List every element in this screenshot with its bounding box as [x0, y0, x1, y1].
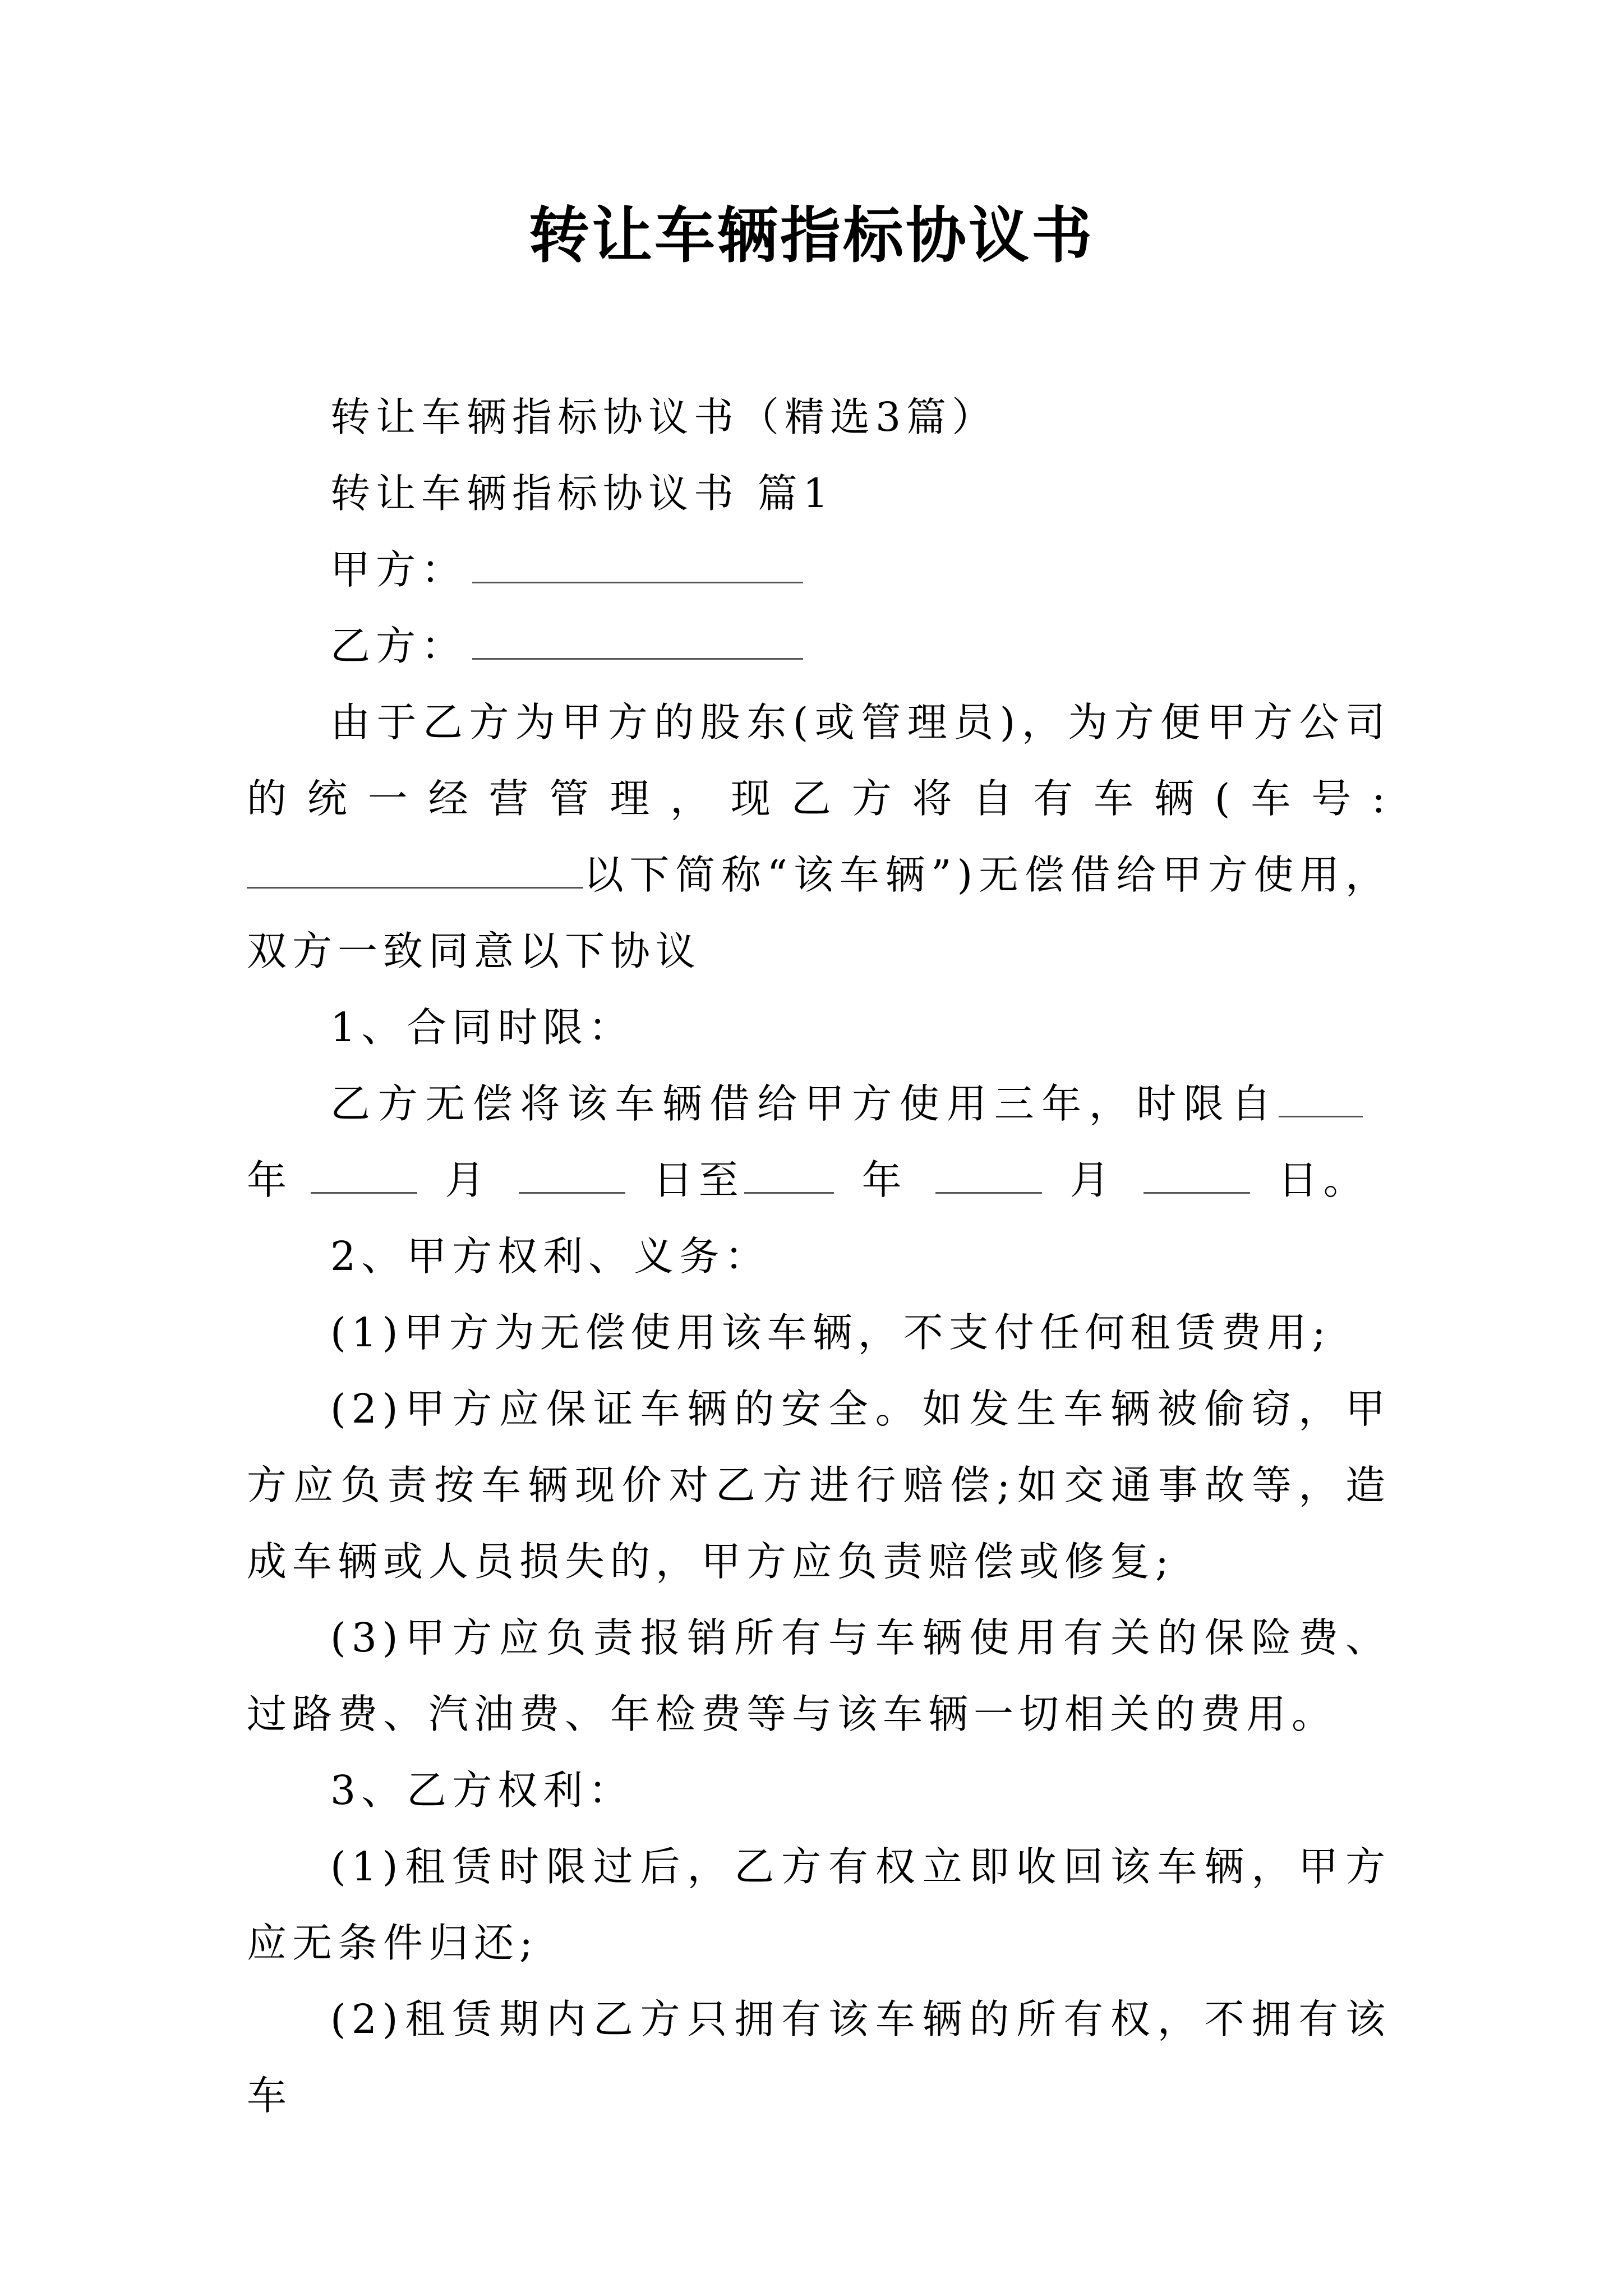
party-a-line [247, 532, 1391, 608]
party-a-blank [472, 548, 803, 583]
clause1-text [247, 1066, 1391, 1218]
party-a-label: 甲方： [330, 546, 467, 593]
clause1-heading: 1、合同时限： [330, 1004, 634, 1051]
vehicle-number-blank [247, 853, 583, 889]
clause2-item3: (3)甲方应负责报销所有与车辆使用有关的保险费、过路费、汽油费、年检费等与该车辆一切相关的费用。 [247, 1614, 1391, 1737]
clause2-heading: 2、甲方权利、义务： [330, 1233, 771, 1280]
subtitle: 转让车辆指标协议书（精选3篇） [330, 394, 998, 440]
document-body [247, 379, 1391, 2134]
intro-text-1: 由于乙方为甲方的股东(或管理员)，为方便甲方公司的统一经营管理，现乙方将自有车辆(车号: [247, 699, 1391, 822]
end-month-unit: 月 [1069, 1157, 1115, 1203]
section-heading: 转让车辆指标协议书 篇1 [330, 470, 834, 517]
clause3-heading: 3、乙方权利： [330, 1767, 634, 1814]
start-year-unit: 年 [247, 1157, 293, 1203]
party-b-line [247, 608, 1391, 684]
party-b-blank [472, 624, 803, 660]
party-b-label: 乙方： [330, 623, 467, 669]
start-month-blank [311, 1158, 417, 1194]
clause3-item1: (1)租赁时限过后，乙方有权立即收回该车辆，甲方应无条件归还; [247, 1843, 1391, 1966]
intro-text-2: 以下简称“该车辆”)无偿借给甲方使用，双方一致同意以下协议 [247, 852, 1391, 974]
end-year-unit: 年 [861, 1157, 907, 1203]
end-year-blank [744, 1158, 834, 1194]
end-month-blank [935, 1158, 1042, 1194]
intro-paragraph [247, 684, 1391, 990]
end-day-blank [1144, 1158, 1250, 1194]
day-end-unit: 日。 [1278, 1157, 1369, 1203]
clause2-item2: (2)甲方应保证车辆的安全。如发生车辆被偷窃，甲方应负责按车辆现价对乙方进行赔偿;如交通事故等，造成车辆或人员损失的，甲方应负责赔偿或修复; [247, 1386, 1391, 1585]
document-title: 转让车辆指标协议书 [528, 200, 1094, 271]
start-year-blank [1279, 1082, 1363, 1117]
clause3-item2: (2)租赁期内乙方只拥有该车辆的所有权，不拥有该车 [247, 1996, 1391, 2119]
day-to-unit: 日至 [653, 1157, 744, 1203]
start-day-blank [519, 1158, 625, 1194]
clause2-item1: (1)甲方为无偿使用该车辆，不支付任何租赁费用; [330, 1309, 1331, 1356]
start-month-unit: 月 [445, 1157, 491, 1203]
clause1-text-a: 乙方无偿将该车辆借给甲方使用三年，时限自 [330, 1080, 1279, 1127]
